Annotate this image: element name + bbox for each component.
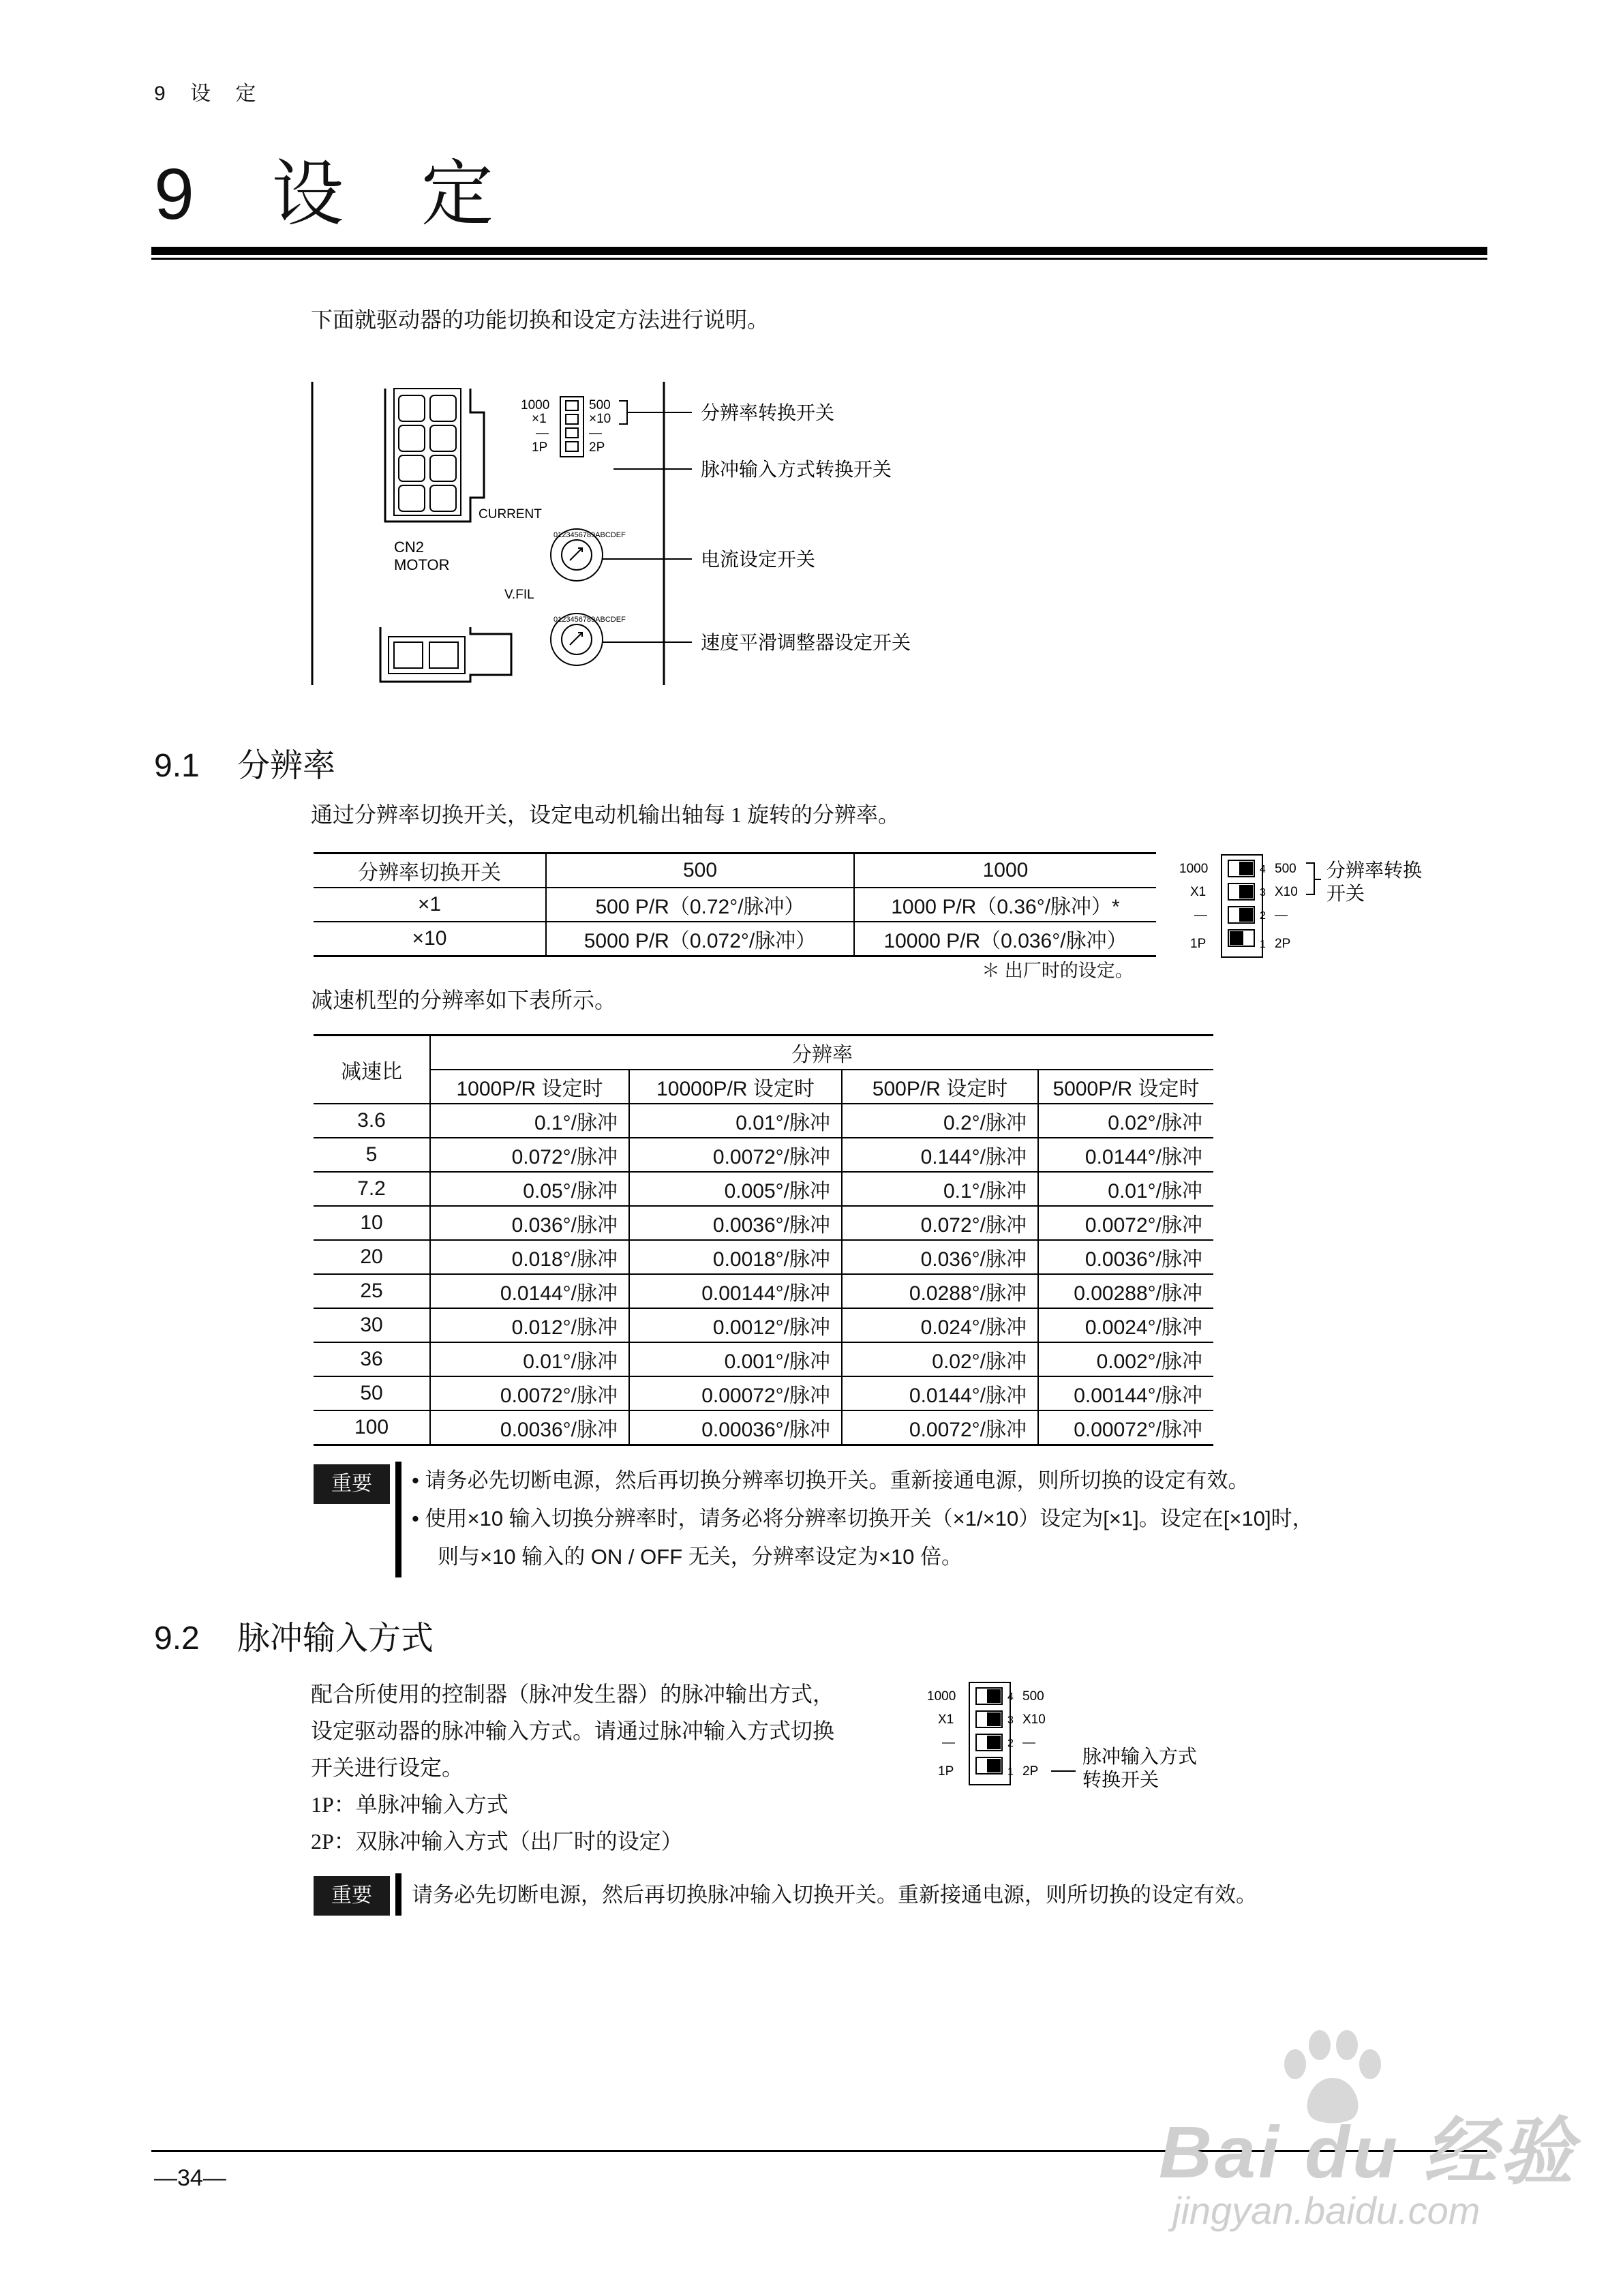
title-rule-thin [151, 258, 1487, 260]
svg-text:—: — [589, 426, 602, 440]
resolution-cell: 0.0072°/脉冲 [629, 1138, 842, 1172]
resolution-cell: 0.01°/脉冲 [430, 1342, 629, 1376]
resolution-cell: 0.072°/脉冲 [842, 1206, 1038, 1240]
svg-text:2P: 2P [1275, 937, 1291, 951]
resolution-cell: 0.00036°/脉冲 [629, 1410, 842, 1445]
svg-text:500: 500 [589, 398, 611, 412]
gear-ratio-cell: 20 [314, 1240, 430, 1274]
resolution-cell: 0.0144°/脉冲 [1038, 1138, 1213, 1172]
callout-resolution: 分辨率转换开关 [701, 402, 835, 424]
page-number: —34— [154, 2165, 226, 2191]
resolution-cell: 0.0288°/脉冲 [842, 1274, 1038, 1308]
svg-text:V.FIL: V.FIL [504, 588, 534, 602]
svg-text:2P: 2P [589, 440, 605, 455]
geared-resolution-table: 减速比 分辨率 1000P/R 设定时 10000P/R 设定时 500P/R 设定时 5000P/R 设定时 3.6 0.1°/脉冲 0.01°/脉冲 0.2°/脉冲 0.02°/脉冲 5 0.072°/脉冲 0.0072°/脉冲 0.144°/脉冲 0.0144°/脉冲 7.2 0.05°/脉冲 0.005°/脉冲 0.1°/脉冲 0.01°/脉冲 10 0.036°/脉冲 0.0036°/脉冲 0.072°/脉冲 0.0072°/脉冲 20 0.018°/脉冲 0.0018°/脉冲 0.036°/脉冲 0.0036°/脉冲 25 0.0144°/脉冲 0.00144°/脉冲 0.0288°/脉冲 0.00288°/脉冲 30 0.012°/脉冲 0.0012°/脉冲 0.024°/脉冲 0.0024°/脉冲 36 0.01°/脉冲 0.001°/脉冲 0.02°/脉冲 0.002°/脉冲 50 0.0072°/脉冲 0.00072°/脉冲 0.0144°/脉冲 0.00144°/脉冲 100 0.0036°/脉冲 0.00036°/脉冲 0.0072°/脉冲 0.00072°/脉冲 [314, 1034, 1213, 1446]
section-9-1-description: 通过分辨率切换开关，设定电动机输出轴每 1 旋转的分辨率。 [311, 802, 900, 827]
svg-text:1000: 1000 [927, 1689, 956, 1704]
svg-text:2P: 2P [1022, 1764, 1039, 1779]
svg-text:—: — [942, 1736, 955, 1750]
svg-text:3: 3 [1260, 887, 1266, 898]
resolution-cell: 0.02°/脉冲 [842, 1342, 1038, 1376]
resolution-cell: 0.00144°/脉冲 [1038, 1376, 1213, 1410]
resolution-cell: 0.012°/脉冲 [430, 1308, 629, 1342]
table-row: ×1 500 P/R（0.72°/脉冲） 1000 P/R（0.36°/脉冲）* [314, 888, 1156, 922]
resolution-cell: 0.00144°/脉冲 [629, 1274, 842, 1308]
watermark-brand: Bai du 经验 [1159, 2111, 1577, 2193]
important-badge-2: 重要 [314, 1876, 390, 1916]
chapter-title: 9 设 定 [154, 154, 522, 235]
gear-ratio-cell: 5 [314, 1138, 430, 1172]
svg-text:4: 4 [1260, 864, 1266, 875]
speed-filter-dial [551, 614, 626, 665]
resolution-cell: 0.005°/脉冲 [629, 1172, 842, 1206]
resolution-cell: 0.018°/脉冲 [430, 1240, 629, 1274]
table-row [314, 1376, 1213, 1410]
resolution-cell: 0.036°/脉冲 [842, 1240, 1038, 1274]
dip-switch [521, 397, 627, 457]
svg-text:—: — [1275, 908, 1288, 922]
gear-ratio-cell: 10 [314, 1206, 430, 1240]
svg-text:—: — [1194, 908, 1207, 922]
resolution-cell: 0.02°/脉冲 [1038, 1104, 1213, 1138]
gear-ratio-cell: 25 [314, 1274, 430, 1308]
svg-text:1P: 1P [938, 1764, 954, 1779]
resolution-cell: 0.001°/脉冲 [629, 1342, 842, 1376]
svg-text:1: 1 [1260, 939, 1266, 950]
pulse-input-dip-figure [920, 1678, 1275, 1801]
resolution-cell: 0.0144°/脉冲 [430, 1274, 629, 1308]
resolution-table: 分辨率切换开关 500 1000 ×1 500 P/R（0.72°/脉冲） 1000 P/R（0.36°/脉冲）* ×10 5000 P/R（0.072°/脉冲） 10000 P/R（0.036°/脉冲） [314, 852, 1156, 957]
resolution-cell: 0.05°/脉冲 [430, 1172, 629, 1206]
svg-text:X10: X10 [1275, 885, 1298, 899]
table-row [314, 1240, 1213, 1274]
resolution-cell: 0.072°/脉冲 [430, 1138, 629, 1172]
gear-ratio-cell: 30 [314, 1308, 430, 1342]
svg-text:2: 2 [1260, 910, 1266, 922]
table-row [314, 1410, 1213, 1445]
svg-text:开关: 开关 [1326, 882, 1365, 905]
section-9-2-body: 配合所使用的控制器（脉冲发生器）的脉冲输出方式， 设定驱动器的脉冲输入方式。请通过脉冲输入方式切换 开关进行设定。 1P：单脉冲输入方式 2P：双脉冲输入方式（出厂时的设定） [311, 1682, 835, 1854]
resolution-cell: 0.036°/脉冲 [430, 1206, 629, 1240]
resolution-cell: 0.0024°/脉冲 [1038, 1308, 1213, 1342]
resolution-cell: 0.0036°/脉冲 [1038, 1240, 1213, 1274]
important-bar [395, 1462, 401, 1577]
gear-ratio-cell: 100 [314, 1410, 430, 1445]
resolution-cell: 0.0072°/脉冲 [842, 1410, 1038, 1445]
resolution-cell: 0.002°/脉冲 [1038, 1342, 1213, 1376]
svg-text:CURRENT: CURRENT [479, 507, 542, 522]
svg-text:1P: 1P [532, 440, 548, 455]
driver-panel-diagram [307, 382, 911, 689]
table-row [314, 1138, 1213, 1172]
resolution-cell: 0.00288°/脉冲 [1038, 1274, 1213, 1308]
svg-text:—: — [1022, 1736, 1035, 1750]
note-item: • 请务必先切断电源，然后再切换分辨率切换开关。重新接通电源，则所切换的设定有效。 [412, 1468, 1249, 1492]
resolution-cell: 0.0036°/脉冲 [629, 1206, 842, 1240]
svg-text:X1: X1 [938, 1712, 954, 1727]
resolution-dip-figure [1172, 851, 1493, 967]
table-row [314, 1104, 1213, 1138]
svg-text:CN2: CN2 [394, 539, 425, 556]
watermark-url: jingyan.baidu.com [1172, 2189, 1481, 2232]
svg-text:1000: 1000 [1179, 862, 1209, 876]
resolution-cell: 0.0072°/脉冲 [430, 1376, 629, 1410]
table-row [314, 1206, 1213, 1240]
resolution-cell: 0.2°/脉冲 [842, 1104, 1038, 1138]
important-bar-2 [395, 1873, 401, 1916]
svg-text:500: 500 [1275, 862, 1296, 876]
callout-pulse-input: 脉冲输入方式转换开关 [701, 458, 892, 481]
svg-text:MOTOR: MOTOR [394, 556, 450, 573]
resolution-cell: 0.0012°/脉冲 [629, 1308, 842, 1342]
svg-text:4: 4 [1007, 1691, 1014, 1703]
svg-text:0123456789ABCDEF: 0123456789ABCDEF [553, 531, 626, 539]
svg-text:1P: 1P [1190, 937, 1207, 951]
table-row [314, 1308, 1213, 1342]
lower-connector [380, 627, 511, 682]
resolution-cell: 0.01°/脉冲 [629, 1104, 842, 1138]
gear-ratio-cell: 7.2 [314, 1172, 430, 1206]
table-row: ×10 5000 P/R（0.072°/脉冲） 10000 P/R（0.036°/脉冲） [314, 922, 1156, 956]
resolution-cell: 0.0072°/脉冲 [1038, 1206, 1213, 1240]
svg-text:0123456789ABCDEF: 0123456789ABCDEF [553, 616, 626, 624]
svg-text:分辨率转换: 分辨率转换 [1326, 859, 1423, 881]
resolution-cell: 0.144°/脉冲 [842, 1138, 1038, 1172]
svg-text:X1: X1 [1190, 885, 1207, 899]
section-9-1-title: 9.1 分辨率 [154, 748, 336, 784]
resolution-cell: 0.0036°/脉冲 [430, 1410, 629, 1445]
svg-text:X10: X10 [1022, 1712, 1046, 1727]
resolution-cell: 0.00072°/脉冲 [629, 1376, 842, 1410]
svg-text:2: 2 [1007, 1738, 1014, 1749]
gear-ratio-cell: 36 [314, 1342, 430, 1376]
resolution-cell: 0.0018°/脉冲 [629, 1240, 842, 1274]
note-item: 则与×10 输入的 ON / OFF 无关，分辨率设定为×10 倍。 [438, 1545, 962, 1569]
intro-text: 下面就驱动器的功能切换和设定方法进行说明。 [311, 307, 770, 332]
svg-text:1: 1 [1007, 1766, 1014, 1778]
callout-current: 电流设定开关 [701, 548, 816, 571]
svg-text:转换开关: 转换开关 [1082, 1768, 1159, 1791]
svg-text:×10: ×10 [589, 412, 611, 426]
section-9-2-title: 9.2 脉冲输入方式 [154, 1620, 434, 1657]
gear-ratio-cell: 3.6 [314, 1104, 430, 1138]
svg-text:1000: 1000 [521, 398, 550, 412]
important-note-2: 请务必先切断电源，然后再切换脉冲输入切换开关。重新接通电源，则所切换的设定有效。 [412, 1883, 1257, 1907]
resolution-cell: 0.1°/脉冲 [842, 1172, 1038, 1206]
resolution-cell: 0.01°/脉冲 [1038, 1172, 1213, 1206]
cn2-connector [385, 389, 484, 573]
svg-text:—: — [536, 426, 549, 440]
important-badge: 重要 [314, 1464, 390, 1504]
gear-intro: 减速机型的分辨率如下表所示。 [311, 988, 617, 1012]
callout-speed-filter: 速度平滑调整器设定开关 [701, 631, 911, 654]
current-dial [551, 529, 626, 581]
table-row [314, 1342, 1213, 1376]
svg-text:3: 3 [1007, 1715, 1014, 1726]
resolution-cell: 0.00072°/脉冲 [1038, 1410, 1213, 1445]
resolution-cell: 0.1°/脉冲 [430, 1104, 629, 1138]
gear-ratio-cell: 50 [314, 1376, 430, 1410]
table-row [314, 1274, 1213, 1308]
note-item: • 使用×10 输入切换分辨率时，请务必将分辨率切换开关（×1/×10）设定为[×1]。设定在[×10]时， [412, 1507, 1314, 1530]
svg-text:×1: ×1 [532, 412, 547, 426]
svg-text:500: 500 [1022, 1689, 1044, 1704]
resolution-cell: 0.0144°/脉冲 [842, 1376, 1038, 1410]
table-row [314, 1172, 1213, 1206]
svg-text:脉冲输入方式: 脉冲输入方式 [1082, 1745, 1198, 1768]
running-head: 9 设 定 [154, 82, 266, 105]
title-rule [151, 247, 1487, 255]
factory-default-footnote: ＊ 出厂时的设定。 [982, 961, 1134, 981]
resolution-cell: 0.024°/脉冲 [842, 1308, 1038, 1342]
important-notes [412, 1462, 1314, 1576]
